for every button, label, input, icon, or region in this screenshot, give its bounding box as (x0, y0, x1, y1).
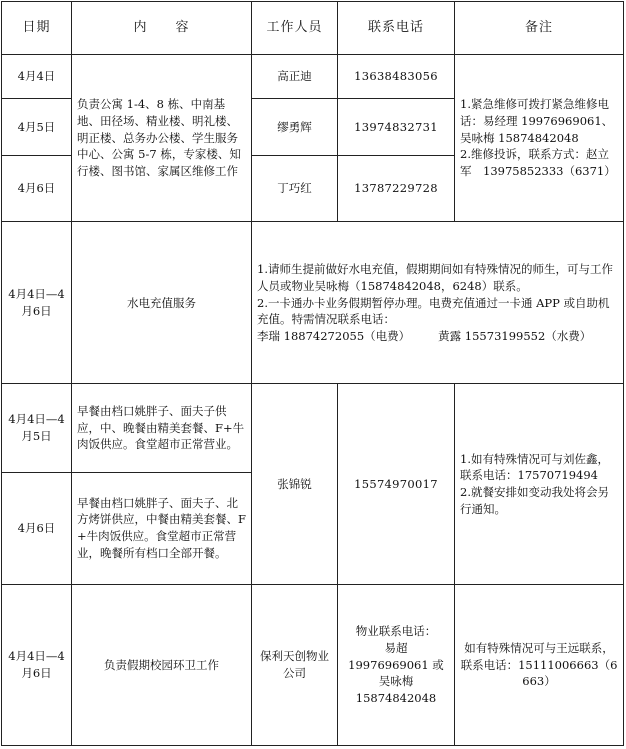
canteen-phone: 15574970017 (338, 384, 455, 584)
header-row (2, 2, 624, 55)
utility-content: 水电充值服务 (72, 222, 252, 384)
utility-notes (252, 222, 624, 384)
security-phone-person1: 易超 (384, 640, 408, 655)
repair-remarks (455, 55, 624, 222)
canteen-content-2: 早餐由档口姚胖子、面夫子、北方烤饼供应，中餐由精美套餐、F+牛肉饭供应。食堂超市正常营业，晚餐所有档口全部开餐。 (72, 472, 252, 584)
repair-phone-3: 13787229728 (338, 156, 455, 222)
security-date: 4月4日—4月6日 (2, 584, 72, 745)
security-phone (338, 584, 455, 745)
header-content: 内 容 (72, 2, 252, 55)
canteen-staff: 张锦锐 (252, 384, 338, 584)
table-row (2, 384, 624, 472)
canteen-remark-2: 2.就餐安排如变动我处将会另行通知。 (460, 485, 609, 516)
header-date: 日期 (2, 2, 72, 55)
table-row (2, 222, 624, 384)
security-content: 负责假期校园环卫工作 (72, 584, 252, 745)
security-phone-number1: 19976969061 或 (348, 657, 444, 672)
table-row (2, 584, 624, 745)
canteen-remarks (455, 384, 624, 584)
canteen-content-1: 早餐由档口姚胖子、面夫子供应，中、晚餐由精美套餐、F+牛肉饭供应。食堂超市正常营业。 (72, 384, 252, 472)
repair-staff-2: 缪勇辉 (252, 99, 338, 156)
utility-note-1: 1.请师生提前做好水电充值，假期期间如有特殊情况的师生，可与工作人员或物业吴咏梅（15874842048，6248）联系。 (257, 262, 613, 293)
repair-phone-2: 13974832731 (338, 99, 455, 156)
security-remarks: 如有特殊情况可与王远联系，联系电话：15111006663（6663） (455, 584, 624, 745)
utility-note-2: 2.一卡通办卡业务假期暂停办理。电费充值通过一卡通 APP 或自助机充值。特需情况联系电话： (257, 295, 610, 327)
security-phone-person2: 吴咏梅 (378, 674, 414, 689)
utility-date: 4月4日—4月6日 (2, 222, 72, 384)
holiday-schedule-table (1, 1, 624, 746)
repair-remark-1: 1.紧急维修可拨打紧急维修电话：易经理 19976969061、吴咏梅 15874842048 (460, 97, 614, 145)
repair-date-3: 4月6日 (2, 156, 72, 222)
canteen-date-2: 4月6日 (2, 472, 72, 584)
table-row (2, 55, 624, 99)
repair-phone-1: 13638483056 (338, 55, 455, 99)
utility-contacts (257, 328, 618, 345)
canteen-remark-1: 1.如有特殊情况可与刘佐鑫，联系电话：17570719494 (460, 451, 609, 483)
utility-contact-electricity: 李瑞 18874272055（电费） (257, 328, 411, 343)
repair-staff-3: 丁巧红 (252, 156, 338, 222)
header-staff: 工作人员 (252, 2, 338, 55)
repair-date-2: 4月5日 (2, 99, 72, 156)
canteen-date-1: 4月4日—4月5日 (2, 384, 72, 472)
security-staff: 保利天创物业公司 (252, 584, 338, 745)
header-remarks: 备注 (455, 2, 624, 55)
security-phone-label: 物业联系电话： (355, 624, 437, 639)
security-phone-number2: 15874842048 (355, 690, 437, 705)
utility-contact-water: 黄露 15573199552（水费） (438, 328, 592, 343)
repair-date-1: 4月4日 (2, 55, 72, 99)
repair-remark-2: 2.维修投诉，联系方式：赵立军 13975852333（6371） (460, 147, 616, 179)
repair-staff-1: 高正迪 (252, 55, 338, 99)
repair-content: 负责公寓 1-4、8 栋、中南基地、田径场、精业楼、明礼楼、明正楼、总务办公楼、学生服务中心、公寓 5-7 栋，专家楼、知行楼、图书馆、家属区维修工作 (72, 55, 252, 222)
header-phone: 联系电话 (338, 2, 455, 55)
